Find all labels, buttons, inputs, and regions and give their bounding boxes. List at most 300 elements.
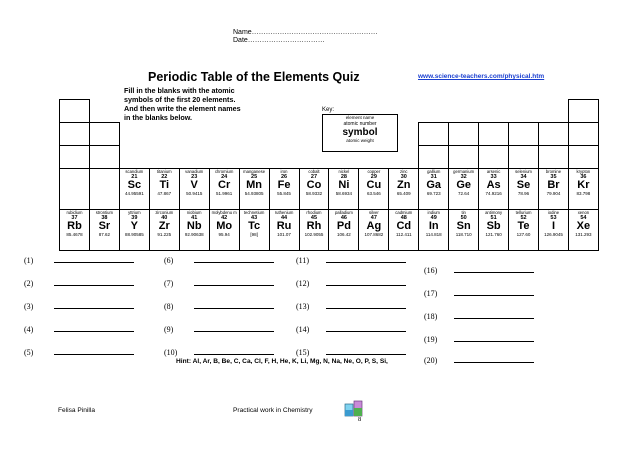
blank-number: (19) [424,335,438,344]
spacer-cell [389,146,419,169]
atomic-weight: 58.6934 [335,191,353,196]
atomic-weight: 112.411 [395,232,412,237]
element-name: rhodium [306,210,322,215]
answer-blank[interactable] [164,256,274,265]
element-name: silver [368,210,379,215]
blank-cell[interactable] [509,123,539,146]
element-cell [269,210,299,251]
table-row [60,210,599,251]
blank-cell[interactable] [89,169,119,210]
atomic-number: 35 [550,174,557,180]
blank-cell[interactable] [479,146,509,169]
element-cell [539,169,569,210]
element-name: indium [427,210,440,215]
instruction-line: Fill in the blanks with the atomic [124,86,235,95]
atomic-weight: 127.60 [516,232,531,237]
element-name: antimony [485,210,503,215]
element-cell [299,210,329,251]
answer-blank[interactable] [296,302,406,311]
blank-number: (9) [164,325,174,334]
spacer-cell [329,146,359,169]
answer-blank[interactable] [164,325,274,334]
spacer-cell [299,146,329,169]
blank-cell[interactable] [60,123,90,146]
element-cell [449,210,479,251]
spacer-cell [179,100,209,123]
blank-line[interactable] [54,256,134,263]
element-name: zinc [400,169,408,174]
atomic-number: 23 [191,174,198,180]
key-atomic-weight: atomic weight [346,138,374,143]
atomic-number: 53 [550,215,557,221]
name-line: Name……………………………………………… [233,29,378,36]
element-name: manganese [243,169,266,174]
answer-blank[interactable] [24,302,134,311]
element-name: copper [367,169,381,174]
date-line: Date…………………………… [233,37,325,44]
atomic-number: 45 [310,215,318,221]
spacer-cell [209,100,239,123]
element-name: strontium [95,210,114,215]
element-symbol: Sc [127,179,142,191]
blank-line[interactable] [326,325,406,332]
atomic-weight: 131.293 [575,232,592,237]
element-cell [329,169,359,210]
atomic-weight: 50.9415 [186,191,203,196]
answer-blank[interactable] [424,335,534,344]
element-name: nickel [338,169,350,174]
hint-text: Hint: Al, Ar, B, Be, C, Ca, Cl, F, H, He, K, Li, Mg, N, Na, Ne, O, P, S, Si, [176,358,388,365]
spacer-cell [269,100,299,123]
element-cell [539,210,569,251]
element-symbol: Kr [577,179,590,191]
atomic-weight: 121.760 [485,232,502,237]
blank-number: (6) [164,256,174,265]
spacer-cell [329,100,359,123]
key-atomic-number: atomic number [343,121,377,127]
element-symbol: Ge [456,179,471,191]
atomic-number: 28 [340,174,347,180]
atomic-number: 51 [490,215,497,221]
element-symbol: Fe [277,179,291,191]
element-name: gallium [427,169,441,174]
element-cell [149,169,179,210]
blank-cell[interactable] [89,123,119,146]
blank-cell[interactable] [568,100,598,123]
element-cell [269,169,299,210]
atomic-weight: 44.95591 [124,191,144,196]
atomic-number: 30 [400,174,407,180]
element-name: iron [280,169,288,174]
footer-author: Felisa Pinilla [58,407,96,414]
element-cell [209,169,239,210]
element-cell [209,210,239,251]
atomic-number: 29 [370,174,377,180]
spacer-cell [149,146,179,169]
table-row [60,100,599,123]
blank-line[interactable] [194,256,274,263]
blank-number: (13) [296,302,310,311]
table-row [60,169,599,210]
spacer-cell [359,123,389,146]
spacer-cell [179,123,209,146]
atomic-weight: [98] [250,232,258,237]
element-name: zirconium [155,210,174,215]
element-cell [359,210,389,251]
spacer-cell [479,100,509,123]
element-name: niobium [186,210,202,215]
spacer-cell [359,146,389,169]
element-symbol: Y [130,220,139,232]
atomic-number: 54 [580,215,587,221]
element-name: bromine [545,169,562,174]
atomic-number: 50 [460,215,467,221]
atomic-number: 39 [131,215,138,221]
answer-blank[interactable] [296,325,406,334]
instruction-line: symbols of the first 20 elements. [124,95,236,104]
spacer-cell [329,123,359,146]
table-row [60,146,599,169]
spacer-cell [269,123,299,146]
element-name: tin [461,210,466,215]
atomic-weight: 87.62 [98,232,111,237]
element-name: germanium [453,169,475,174]
key-symbol: symbol [342,127,378,138]
atomic-weight: 51.9961 [216,191,233,196]
atomic-weight: 114.818 [425,232,442,237]
blank-number: (11) [296,256,310,265]
atomic-weight: 88.90585 [124,232,144,237]
spacer-cell [389,100,419,123]
element-cell [149,210,179,251]
atomic-weight: 74.9216 [485,191,502,196]
element-name: vanadium [185,169,204,174]
element-symbol: Ni [338,179,350,191]
blank-line[interactable] [454,356,534,363]
blank-cell[interactable] [568,146,598,169]
blank-line[interactable] [454,289,534,296]
element-name: scandium [125,169,144,174]
answer-blank[interactable] [24,348,134,357]
spacer-cell [389,123,419,146]
element-cell [299,169,329,210]
element-symbol: Se [516,179,531,191]
spacer-cell [119,100,149,123]
blank-cell[interactable] [539,123,569,146]
blank-cell[interactable] [60,146,90,169]
element-symbol: Ga [426,179,442,191]
blank-line[interactable] [194,325,274,332]
spacer-cell [359,100,389,123]
spacer-cell [89,100,119,123]
blank-line[interactable] [54,325,134,332]
page-number: 8 [358,416,362,423]
blank-number: (20) [424,356,438,365]
element-name: cadmium [395,210,413,215]
element-symbol: Te [517,220,530,232]
blank-number: (17) [424,289,438,298]
atomic-number: 46 [340,215,347,221]
element-name: rubidium [66,210,83,215]
element-symbol: Nb [186,220,202,232]
element-name: molybdenu m [211,210,237,215]
atomic-number: 32 [460,174,467,180]
blank-number: (18) [424,312,438,321]
blank-line[interactable] [326,348,406,355]
element-symbol: Zn [397,179,411,191]
element-name: krypton [576,169,591,174]
key-label: Key: [322,107,335,113]
periodic-table [59,99,599,251]
element-symbol: Mo [216,220,233,232]
atomic-number: 43 [251,215,258,221]
blank-number: (1) [24,256,34,265]
element-cell [179,210,209,251]
blank-number: (2) [24,279,34,288]
answer-blank[interactable] [296,279,406,288]
element-symbol: Cr [218,179,231,191]
answer-blank[interactable] [164,279,274,288]
atomic-weight: 85.4678 [66,232,83,237]
blank-line[interactable] [194,279,274,286]
answer-blank[interactable] [424,312,534,321]
blank-number: (3) [24,302,34,311]
blank-cell[interactable] [419,146,449,169]
element-cell [479,169,509,210]
element-symbol: Zr [158,220,170,232]
element-symbol: Rh [306,220,322,232]
atomic-weight: 102.9055 [304,232,324,237]
key-element-name: element name [345,115,375,120]
blank-number: (15) [296,348,310,357]
element-name: tellurium [515,210,532,215]
spacer-cell [299,123,329,146]
atomic-number: 52 [520,215,527,221]
flask-icon [343,396,365,418]
atomic-weight: 47.867 [157,191,172,196]
answer-blank[interactable] [296,348,406,357]
blank-line[interactable] [454,335,534,342]
element-name: technetium [243,210,265,215]
atomic-number: 48 [400,215,407,221]
spacer-cell [239,146,269,169]
answer-blank[interactable] [424,356,534,365]
atomic-weight: 55.845 [277,191,291,196]
spacer-cell [269,146,299,169]
element-name: iodine [547,210,560,215]
element-cell [119,210,149,251]
atomic-weight: 78.96 [517,191,530,196]
element-cell [389,210,419,251]
element-cell [479,210,509,251]
blank-cell[interactable] [419,123,449,146]
atomic-number: 25 [251,174,258,180]
spacer-cell [539,100,569,123]
atomic-number: 42 [221,215,228,221]
blank-line[interactable] [54,279,134,286]
atomic-number: 27 [310,174,318,180]
spacer-cell [209,123,239,146]
element-symbol: Cu [366,179,382,191]
spacer-cell [239,123,269,146]
instruction-line: And then write the element names [124,104,241,113]
element-name: arsenic [486,169,501,174]
element-symbol: Pd [336,220,351,232]
blank-line[interactable] [454,266,534,273]
blank-number: (12) [296,279,310,288]
element-symbol: As [486,179,501,191]
atomic-weight: 83.798 [576,191,591,196]
answer-blank[interactable] [296,256,406,265]
spacer-cell [419,100,449,123]
spacer-cell [179,146,209,169]
atomic-weight: 126.9045 [544,232,563,237]
atomic-number: 36 [580,174,587,180]
atomic-weight: 106.42 [337,232,351,237]
element-cell [239,210,269,251]
blank-line[interactable] [326,279,406,286]
blank-number: (5) [24,348,34,357]
blank-line[interactable] [194,302,274,309]
element-cell [329,210,359,251]
answer-blank[interactable] [424,266,534,275]
element-symbol: Ag [366,220,382,232]
element-symbol: Sr [98,220,111,232]
atomic-number: 22 [161,174,168,180]
element-name: xenon [577,210,590,215]
atomic-weight: 58.9332 [305,191,323,196]
element-cell [509,169,539,210]
blank-line[interactable] [454,312,534,319]
atomic-weight: 92.90638 [184,232,204,237]
atomic-weight: 79.904 [546,191,561,196]
atomic-number: 41 [191,215,198,221]
instruction-line: in the blanks below. [124,113,193,122]
blank-number: (16) [424,266,438,275]
blank-number: (4) [24,325,34,334]
element-name: cobalt [308,169,320,174]
atomic-number: 49 [430,215,437,221]
atomic-number: 47 [370,215,377,221]
element-symbol: Sn [456,220,471,232]
element-name: chromium [214,169,234,174]
element-symbol: Co [306,179,322,191]
atomic-weight: 107.8682 [364,232,384,237]
element-cell [119,169,149,210]
blank-cell[interactable] [509,146,539,169]
element-symbol: V [190,179,198,191]
element-symbol: Sb [486,220,501,232]
element-symbol: In [428,220,439,232]
atomic-weight: 118.710 [455,232,472,237]
blank-cell[interactable] [449,146,479,169]
blank-number: (7) [164,279,174,288]
blank-line[interactable] [326,256,406,263]
spacer-cell [509,100,539,123]
element-cell [179,169,209,210]
answer-blank[interactable] [164,302,274,311]
answer-blank[interactable] [24,256,134,265]
element-cell [359,169,389,210]
blank-line[interactable] [326,302,406,309]
answer-blank[interactable] [164,348,274,357]
footer-center: Practical work in Chemistry [233,407,313,414]
atomic-number: 26 [280,174,288,180]
blank-line[interactable] [194,348,274,355]
atomic-weight: 95.94 [218,232,230,237]
element-name: selenium [515,169,532,174]
answer-blank[interactable] [24,279,134,288]
source-link[interactable]: www.science-teachers.com/physical.htm [418,73,545,80]
element-cell [389,169,419,210]
element-name: palladium [334,210,353,215]
blank-number: (8) [164,302,174,311]
page-title: Periodic Table of the Elements Quiz [148,70,360,84]
atomic-number: 21 [131,174,138,180]
blank-cell[interactable] [479,123,509,146]
element-cell [509,210,539,251]
element-cell [449,169,479,210]
element-name: ruthenium [274,210,294,215]
blank-cell[interactable] [539,146,569,169]
spacer-cell [149,123,179,146]
table-row [60,123,599,146]
atomic-weight: 54.93805 [244,191,264,196]
atomic-weight: 63.546 [366,191,381,196]
element-symbol: Xe [576,220,591,232]
element-name: yttrium [128,210,141,215]
atomic-weight: 69.723 [426,191,441,196]
element-symbol: I [551,220,555,232]
spacer-cell [449,100,479,123]
element-cell [419,169,449,210]
element-symbol: Tc [248,220,261,232]
atomic-number: 24 [221,174,228,180]
element-cell [89,210,119,251]
element-cell [60,210,90,251]
element-symbol: Cd [396,220,412,232]
spacer-cell [209,146,239,169]
element-symbol: Br [547,179,560,191]
spacer-cell [119,123,149,146]
answer-blank[interactable] [424,289,534,298]
blank-cell[interactable] [60,100,90,123]
blank-line[interactable] [54,348,134,355]
atomic-number: 44 [280,215,288,221]
answer-blank[interactable] [24,325,134,334]
atomic-number: 40 [161,215,168,221]
blank-cell[interactable] [89,146,119,169]
atomic-weight: 101.07 [277,232,291,237]
element-symbol: Rb [67,220,82,232]
blank-line[interactable] [54,302,134,309]
atomic-weight: 91.225 [157,232,172,237]
atomic-weight: 65.409 [396,191,411,196]
blank-cell[interactable] [568,123,598,146]
blank-cell[interactable] [60,169,90,210]
atomic-number: 33 [490,174,497,180]
element-cell [568,169,598,210]
blank-number: (10) [164,348,178,357]
atomic-number: 37 [71,215,78,221]
element-symbol: Ru [276,220,292,232]
element-name: titanium [156,169,172,174]
spacer-cell [149,100,179,123]
spacer-cell [239,100,269,123]
blank-cell[interactable] [449,123,479,146]
element-cell [419,210,449,251]
spacer-cell [299,100,329,123]
